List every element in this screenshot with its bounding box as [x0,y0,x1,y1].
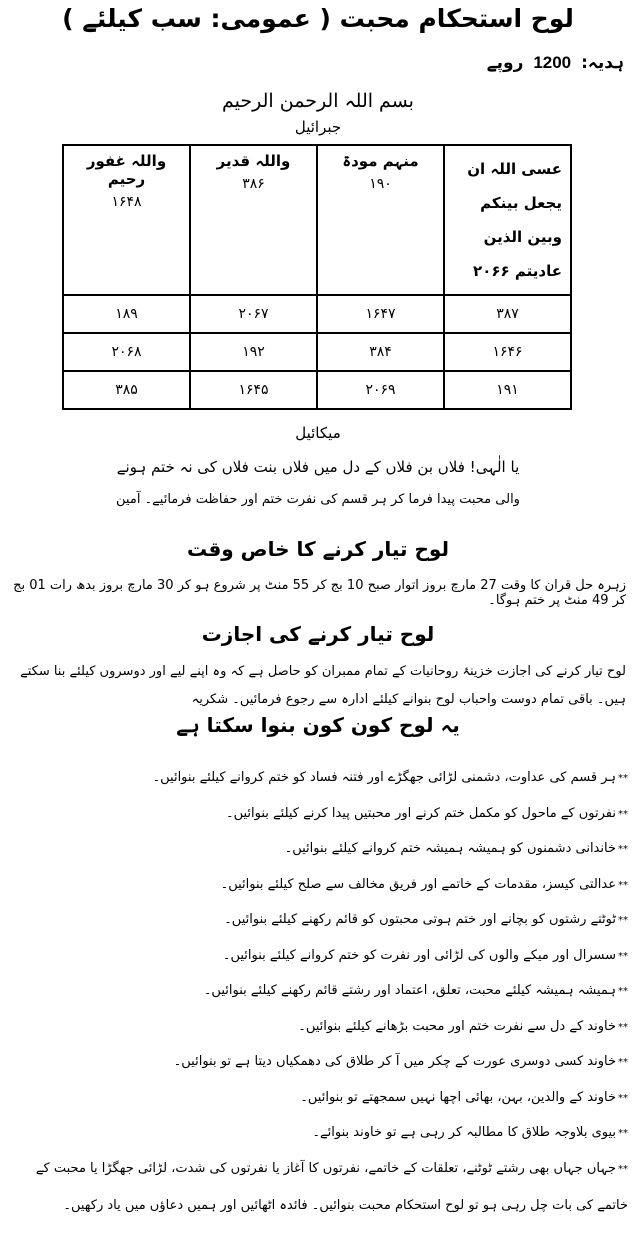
uses-list [8,760,628,1224]
table-cell: ۳۸۴ [317,333,444,371]
table-cell: ۲۰۶۸ [63,333,190,371]
table-head-cell: واللہ غفور رحیم ۱۶۴۸ [63,145,190,295]
list-item: **ٹوٹتے رشتوں کو بچانے اور ختم ہوتی محبتوں کو قائم رکھنے کیلئے بنوائیں۔ [224,912,628,927]
loh-table [62,144,572,410]
price-amount: 1200 [533,53,572,72]
page-title: لوح استحکام محبت ( عمومی: سب کیلئے ) [62,4,574,33]
list-item: **نفرتوں کے ماحول کو مکمل ختم کرنے اور محبتیں پیدا کرنے کیلئے بنوائیں۔ [225,805,628,821]
price-label: ہدیہ: [581,53,624,73]
prayer-line-2: والی محبت پیدا فرما کر ہر قسم کی نفرت ختم اور حفاظت فرمائیے۔ آمین [116,492,520,507]
list-item: **سسرال اور میکے والوں کی لڑائی اور نفرت کو ختم کروانے کیلئے بنوائیں۔ [222,947,628,963]
timing-text: زہرہ حل قران کا وقت 27 مارچ بروز اتوار صبح 10 بج کر 55 منٹ پر شروع ہو کر 30 مارچ بروز بدھ رات 01 بج کر 49 منٹ پر ختم ہوگا۔ [13,578,626,608]
table-head-cell: واللہ قدیر ۳۸۶ [190,145,317,295]
list-item: **خاوند کے والدین، بہن، بھائی اچھا نہیں سمجھتے تو بنوائیں۔ [300,1089,628,1105]
table-cell: ۱۸۹ [63,295,190,333]
list-item: **جہاں جہاں بھی رشتے ٹوٹنے، تعلقات کے خاتمے، نفرتوں کا آغاز یا نفرتوں کی شدت، لڑائی جھگڑا یا محبت کے خاتمے کی بات چل رہی ہو تو لوح استحکام محبت بنوائیں۔ فائدہ اٹھائیں اور ہمیں دعاؤں میں یاد رکھیں۔ [35,1160,628,1213]
list-item: **بیوی بلاوجہ طلاق کا مطالبہ کر رہی ہے تو خاوند بنوائے۔ [312,1125,628,1140]
list-item: **عدالتی کیسز، مقدمات کے خاتمے اور فریق مخالف سے صلح کیلئے بنوائیں۔ [220,876,628,892]
table-cell: ۳۸۷ [444,295,571,333]
table-head-row [63,145,571,295]
angel-bottom: میکائیل [295,424,341,442]
permission-heading: لوح تیار کرنے کی اجازت [201,622,435,646]
timing-heading: لوح تیار کرنے کا خاص وقت [187,537,449,561]
table-row [63,333,571,371]
list-item: **خاوند کے دل سے نفرت ختم اور محبت بڑھانے کیلئے بنوائیں۔ [298,1018,628,1034]
table-cell: ۱۶۴۶ [444,333,571,371]
list-item: **خاوند کسی دوسری عورت کے چکر میں آ کر طلاق کی دھمکیاں دیتا ہے تو بنوائیں۔ [173,1054,628,1069]
list-item: **خاندانی دشمنوں کو ہمیشہ ہمیشہ ختم کروانے کیلئے بنوائیں۔ [284,841,628,856]
table-cell: ۳۸۵ [63,371,190,409]
list-item: **ہمیشہ ہمیشہ کیلئے محبت، تعلق، اعتماد اور رشتے قائم رکھنے کیلئے بنوائیں۔ [203,983,628,998]
prayer-line-1: یا الٰہی! فلاں بن فلاں کے دل میں فلاں بنت فلاں کی نہ ختم ہونے [116,458,520,476]
table-cell: ۱۶۴۷ [317,295,444,333]
table-head-cell: منہم مودۃ ۱۹۰ [317,145,444,295]
table-cell: ۲۰۶۹ [317,371,444,409]
table-cell: ۱۶۴۵ [190,371,317,409]
table-head-cell: عسی اللہ ان یجعل بینکم وبین الذین عادیتم ۲۰۶۶ [444,145,571,295]
angel-top: جبرائیل [294,118,342,136]
price-currency: روپے [486,53,524,73]
table-cell: ۱۹۲ [190,333,317,371]
price [487,52,624,73]
table-row [63,371,571,409]
table-cell: ۲۰۶۷ [190,295,317,333]
bismillah: بسم اللہ الرحمن الرحیم [222,90,414,112]
list-item: **ہر قسم کی عداوت، دشمنی لڑائی جھگڑے اور فتنہ فساد کو ختم کروانے کیلئے بنوائیں۔ [152,770,628,785]
table-row [63,295,571,333]
table-cell: ۱۹۱ [444,371,571,409]
uses-heading: یہ لوح کون کون بنوا سکتا ہے [176,713,460,737]
permission-text: لوح تیار کرنے کی اجازت خزینۂ روحانیات کے تمام ممبران کو حاصل ہے کہ وہ اپنے لیے اور دوسروں کیلئے بنا سکتے ہیں۔ باقی تمام دوست واحباب لوح بنوانے کیلئے ادارہ سے رجوع فرمائیں۔ شکریہ [20,664,626,707]
